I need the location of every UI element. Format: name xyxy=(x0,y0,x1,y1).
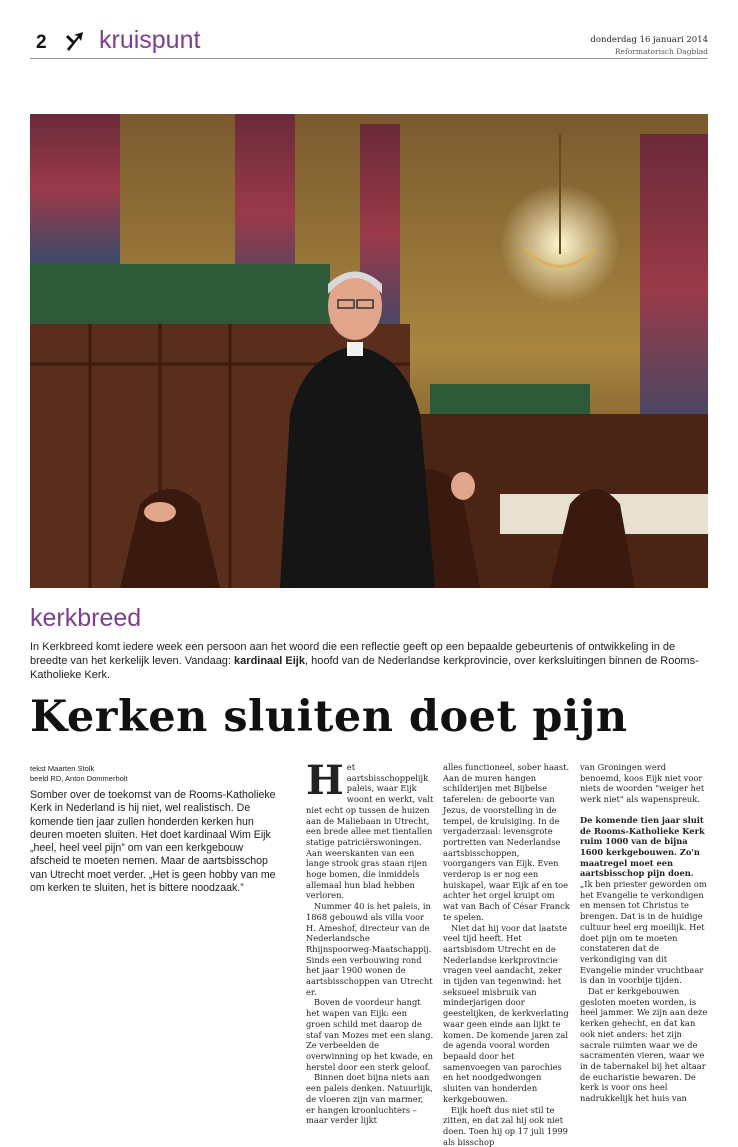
drop-cap: H xyxy=(306,762,344,798)
photo-illustration xyxy=(30,114,708,588)
body-paragraph: van Groningen werd benoemd, koos Eijk niet voor niets de woorden "weiger het werk niet" als wapenspreuk. xyxy=(580,762,708,805)
page-number: 2 xyxy=(36,32,47,54)
text-credit: tekst Maarten Stolk xyxy=(30,764,128,774)
photo-credit: beeld RD, Anton Dommerholt xyxy=(30,774,128,784)
body-column-1 xyxy=(306,762,434,1126)
body-paragraph: Eijk hoeft dus niet stil te zitten, en dat zal hij ook niet doen. Toen hij op 17 juli 1999 als bisschop xyxy=(443,1105,571,1147)
body-paragraph: „Ik ben priester geworden om het Evangelie te verkondigen en mensen tot Christus te brengen. Dat is in de huidige cultuur heel erg moeilijk. Het doet pijn om te moeten constateren dat de verkondiging van dit Evangelie minder vruchtbaar is dan in voorbije tijden. xyxy=(580,879,708,986)
article-headline: Kerken sluiten doet pijn xyxy=(30,692,628,742)
body-paragraph: Boven de voordeur hangt het wapen van Eijk: een groen schild met daarop de staf van Mozes met een slang. Ze verbeelden de overwinning op het kwade, en herstel door een sterk geloof. xyxy=(306,997,434,1072)
intro-subject: kardinaal Eijk xyxy=(234,655,305,667)
body-paragraph: Niet dat hij voor dat laatste veel tijd heeft. Het aartsbisdom Utrecht en de Nederlandse kerkprovincie vragen veel aandacht, zeker in tijden van tegenwind: het seksueel misbruik van minderjarigen door geestelijken, de kerkverlating waar geen einde aan lijkt te komen. De komende jaren zal de agenda vooral worden bepaald door het samenvoegen van parochies en het noodgedwongen sluiten van honderden kerkgebouwen. xyxy=(443,923,571,1105)
header-divider xyxy=(30,58,708,59)
crossroads-arrow-icon xyxy=(64,30,86,52)
intro-text-end: , hoofd van de Nederlandse kerkprovincie, over kerksluitingen binnen de Rooms-Katholieke Kerk. xyxy=(30,655,699,681)
body-paragraph: et aartsbisschoppelijk paleis, waar Eijk woont en werkt, valt niet echt op tussen de huizen aan de Maliebaan in Utrecht, een brede allee met tientallen statige patriciërswoningen. Aan weerskanten van een lange strook gras staan rijen hoge bomen, die inmiddels allemaal hun blad hebben verloren. xyxy=(306,762,433,900)
interview-question: De komende tien jaar sluit de Rooms-Katholieke Kerk ruim 1000 van de bijna 1600 kerkgebouwen. Zo'n maatregel moet een aartsbisschop pijn doen. xyxy=(580,815,708,879)
kerkbreed-title: kerkbreed xyxy=(30,604,141,633)
body-paragraph: Nummer 40 is het paleis, in 1868 gebouwd als villa voor H. Ameshof, directeur van de Nederlandsche Rhijnspoorweg-Maatschappij. Sinds een verbouwing rond het jaar 1900 wonen de aartsbisschoppen van Utrecht er. xyxy=(306,901,434,997)
issue-date: donderdag 16 januari 2014 xyxy=(590,35,708,45)
kerkbreed-intro xyxy=(30,640,706,682)
body-column-2 xyxy=(443,762,571,1147)
body-paragraph: alles functioneel, sober haast. Aan de muren hangen schilderijen met Bijbelse taferelen: de geboorte van Jezus, de voorstelling in de tempel, de kruisiging. In de vergaderzaal: levensgrote portretten van Nederlandse aartsbisschoppen, voorgangers van Eijk. Even verderop is er nog een huiskapel, waar Eijk af en toe achter het orgel kruipt om wat van Bach of César Franck te spelen. xyxy=(443,762,571,923)
body-paragraph: Dat er kerkgebouwen gesloten moeten worden, is heel jammer. We zijn aan deze kerken gehecht, en dat kan ook niet anders: het zijn sacrale ruimten waar we de sacramenten vieren, waar we in de tabernakel bij het altaar de eucharistie bewaren. De kerk is voor ons heel nadrukkelijk het huis van xyxy=(580,986,708,1104)
intro-text: In Kerkbreed komt iedere week een persoon aan het woord die een reflectie geeft op een bepaalde gebeurtenis of ontwikkeling in de breedte van het kerkelijk leven. Vandaag: xyxy=(30,641,675,667)
section-title: kruispunt xyxy=(99,26,200,55)
body-column-3 xyxy=(580,762,708,1104)
cardinal-chapel-photo xyxy=(30,114,708,588)
article-credits xyxy=(30,764,128,784)
newspaper-name: Reformatorisch Dagblad xyxy=(615,47,708,56)
article-lead: Somber over de toekomst van de Rooms-Katholieke Kerk in Nederland is hij niet, wel realistisch. De komende tien jaar zullen honderden kerken hun deuren moeten sluiten. Het doet kardinaal Wim Eijk „heel, heel veel pijn” om van een kerkgebouw afscheid te moeten nemen. Maar de aartsbisschop van Utrecht moet verder. „Het is geen hobby van me om kerken te sluiten, het is bittere noodzaak.” xyxy=(30,789,280,895)
body-paragraph: Binnen doet bijna niets aan een paleis denken. Natuurlijk, de vloeren zijn van marmer, er hangen kroonluchters – maar verder lijkt xyxy=(306,1072,434,1126)
